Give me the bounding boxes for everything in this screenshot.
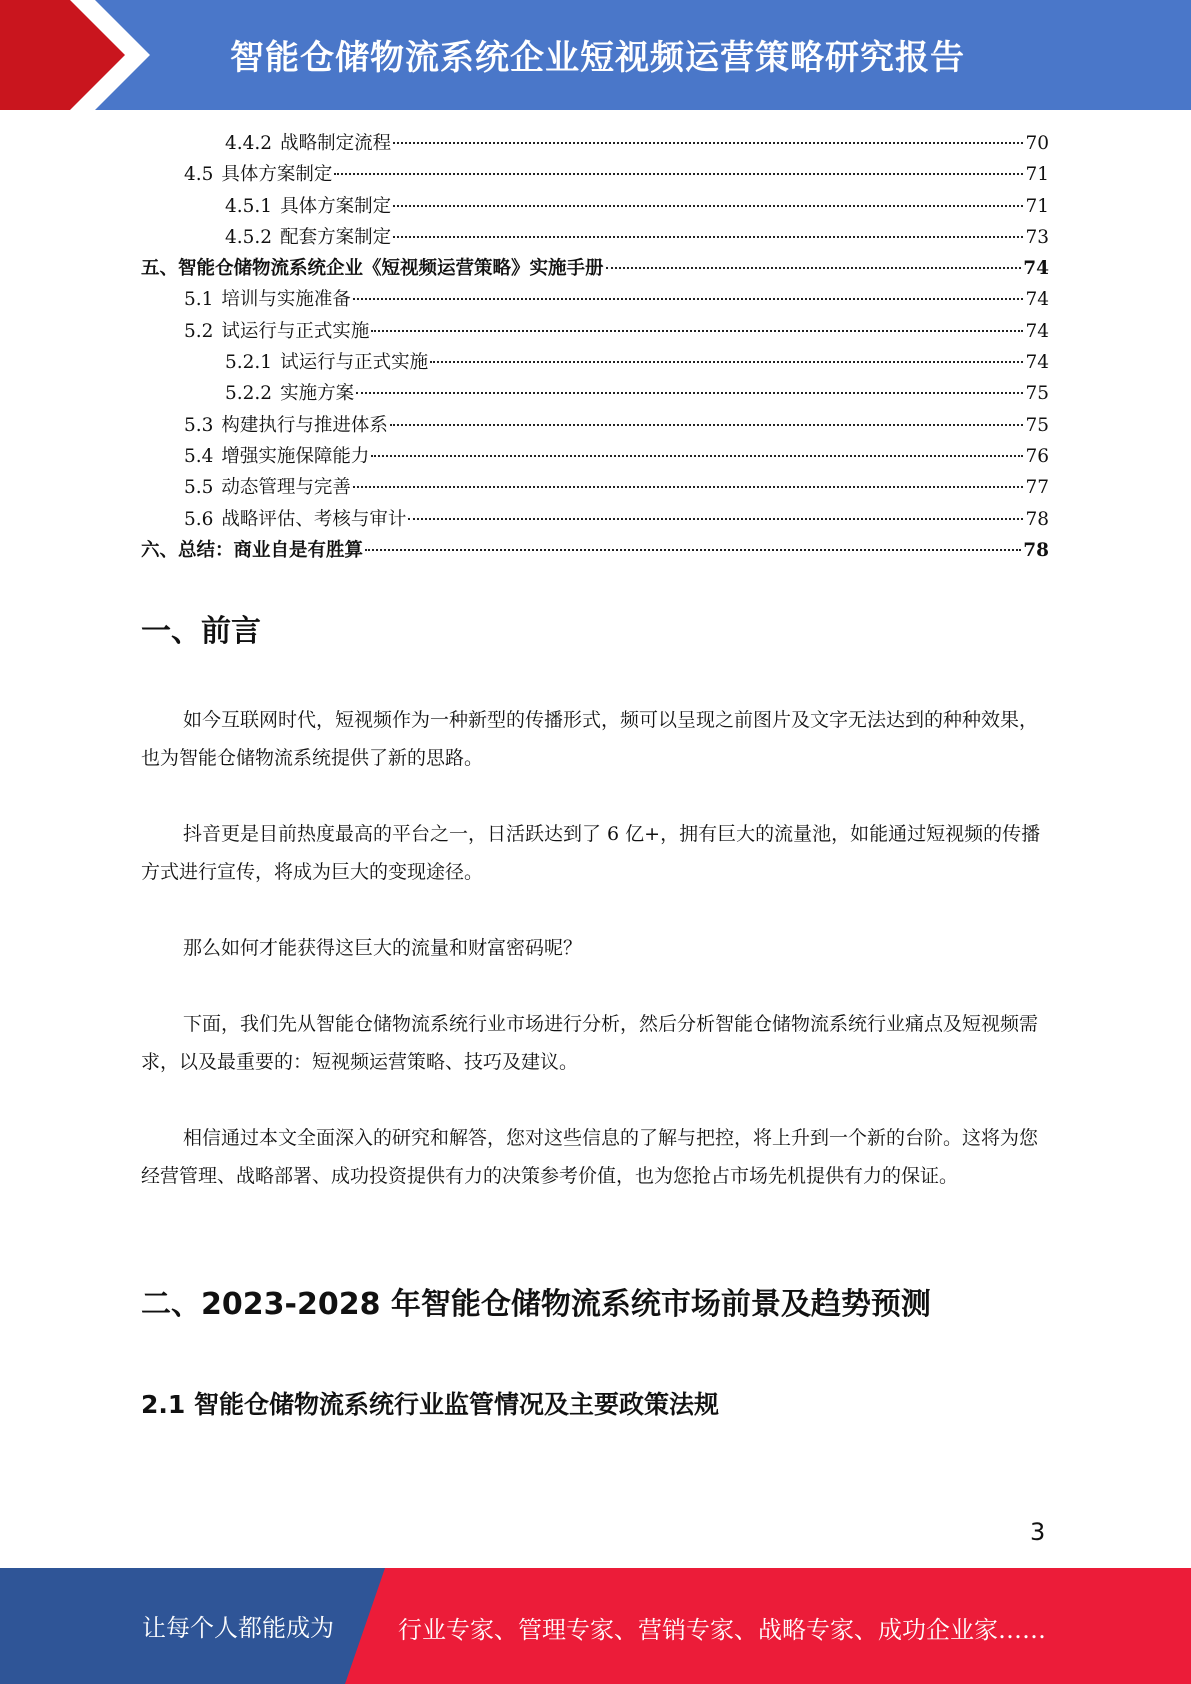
toc-entry[interactable] <box>141 535 1049 566</box>
paragraph: 如今互联网时代，短视频作为一种新型的传播形式，频可以呈现之前图片及文字无法达到的种种效果，也为智能仓储物流系统提供了新的思路。 <box>141 709 1039 769</box>
toc-entry-page: 74 <box>1025 352 1049 374</box>
toc-entry-number: 5.2.1 <box>225 352 273 374</box>
toc-entry-title: 试运行与正式实施 <box>280 352 429 374</box>
toc-leader-dots <box>393 141 1023 144</box>
toc-entry-number: 5.4 <box>184 445 214 467</box>
toc-entry[interactable] <box>141 191 1049 222</box>
subsection-heading-regulation: 2.1 智能仓储物流系统行业监管情况及主要政策法规 <box>141 1390 719 1419</box>
toc-leader-dots <box>390 423 1024 426</box>
toc-entry-title: 动态管理与完善 <box>221 477 351 499</box>
footer-slogan-right: 行业专家、管理专家、营销专家、战略专家、成功企业家…… <box>398 1616 1046 1644</box>
toc-entry-page: 77 <box>1025 477 1049 499</box>
toc-leader-dots <box>371 454 1023 457</box>
toc-entry-number: 4.5 <box>184 164 214 186</box>
toc-entry[interactable] <box>141 504 1049 535</box>
toc-entry-page: 71 <box>1025 164 1049 186</box>
toc-entry-title: 试运行与正式实施 <box>221 320 370 342</box>
toc-leader-dots <box>393 204 1023 207</box>
toc-entry-title: 实施方案 <box>280 383 355 405</box>
toc-entry[interactable] <box>141 347 1049 378</box>
toc-leader-dots <box>356 391 1023 394</box>
toc-entry-title: 具体方案制定 <box>221 164 333 186</box>
toc-leader-dots <box>353 485 1024 488</box>
toc-entry-number: 4.5.2 <box>225 226 273 248</box>
toc-leader-dots <box>606 266 1022 269</box>
toc-entry-number: 5.6 <box>184 508 214 530</box>
section-heading-preface: 一、前言 <box>141 614 261 649</box>
toc-entry-title: 培训与实施准备 <box>221 289 351 311</box>
toc-entry-page: 74 <box>1025 289 1049 311</box>
paragraph: 那么如何才能获得这巨大的流量和财富密码呢？ <box>183 937 583 959</box>
toc-entry[interactable] <box>141 472 1049 503</box>
red-arrow-decoration <box>0 0 160 110</box>
toc-entry[interactable] <box>141 441 1049 472</box>
toc-leader-dots <box>334 172 1023 175</box>
toc-entry-number: 5.5 <box>184 477 214 499</box>
section-heading-market-outlook: 二、2023-2028 年智能仓储物流系统市场前景及趋势预测 <box>141 1287 931 1322</box>
toc-entry-title: 战略制定流程 <box>280 133 392 154</box>
toc-entry[interactable] <box>141 316 1049 347</box>
toc-entry[interactable] <box>141 128 1049 159</box>
table-of-contents <box>141 128 1049 566</box>
toc-entry-title: 具体方案制定 <box>280 195 392 217</box>
toc-entry-page: 70 <box>1025 133 1049 154</box>
toc-entry[interactable] <box>141 284 1049 315</box>
toc-entry-page: 73 <box>1025 226 1049 248</box>
toc-entry-title: 增强实施保障能力 <box>221 445 370 467</box>
toc-entry[interactable] <box>141 410 1049 441</box>
page-number: 3 <box>1030 1518 1046 1546</box>
paragraph: 抖音更是目前热度最高的平台之一，日活跃达到了 6 亿+，拥有巨大的流量池，如能通过短视频的传播方式进行宣传，将成为巨大的变现途径。 <box>141 823 1041 883</box>
report-title: 智能仓储物流系统企业短视频运营策略研究报告 <box>230 38 965 78</box>
toc-entry-page: 75 <box>1025 414 1049 436</box>
toc-leader-dots <box>353 297 1024 300</box>
footer-slogan-left: 让每个人都能成为 <box>142 1614 334 1642</box>
toc-entry-page: 71 <box>1025 195 1049 217</box>
paragraph: 下面，我们先从智能仓储物流系统行业市场进行分析，然后分析智能仓储物流系统行业痛点及短视频需求，以及最重要的：短视频运营策略、技巧及建议。 <box>141 1013 1039 1073</box>
toc-leader-dots <box>371 329 1023 332</box>
page-header <box>0 0 1191 110</box>
toc-entry-title: 五、智能仓储物流系统企业《短视频运营策略》实施手册 <box>141 258 604 280</box>
toc-leader-dots <box>393 235 1023 238</box>
toc-entry-title: 构建执行与推进体系 <box>221 414 388 436</box>
toc-entry-page: 78 <box>1023 539 1049 561</box>
page-footer <box>0 1568 1191 1684</box>
toc-entry-page: 74 <box>1023 258 1049 280</box>
toc-entry-number: 4.5.1 <box>225 195 273 217</box>
toc-entry-page: 76 <box>1025 445 1049 467</box>
toc-entry-number: 5.2 <box>184 320 214 342</box>
toc-entry-page: 75 <box>1025 383 1049 405</box>
toc-entry-number: 4.4.2 <box>225 133 273 154</box>
toc-leader-dots <box>408 517 1023 520</box>
toc-entry-title: 战略评估、考核与审计 <box>221 508 407 530</box>
toc-entry-number: 5.2.2 <box>225 383 273 405</box>
paragraph: 相信通过本文全面深入的研究和解答，您对这些信息的了解与把控，将上升到一个新的台阶。这将为您经营管理、战略部署、成功投资提供有力的决策参考价值，也为您抢占市场先机提供有力的保证。 <box>141 1127 1039 1187</box>
toc-entry-page: 78 <box>1025 508 1049 530</box>
toc-entry-page: 74 <box>1025 320 1049 342</box>
toc-entry-number: 5.1 <box>184 289 214 311</box>
toc-entry[interactable] <box>141 159 1049 190</box>
toc-leader-dots <box>430 360 1023 363</box>
toc-leader-dots <box>365 548 1021 551</box>
toc-entry-title: 六、总结：商业自是有胜算 <box>141 539 364 561</box>
toc-entry[interactable] <box>141 222 1049 253</box>
toc-entry[interactable] <box>141 378 1049 409</box>
toc-entry[interactable] <box>141 253 1049 284</box>
toc-entry-title: 配套方案制定 <box>280 226 392 248</box>
toc-entry-number: 5.3 <box>184 414 214 436</box>
